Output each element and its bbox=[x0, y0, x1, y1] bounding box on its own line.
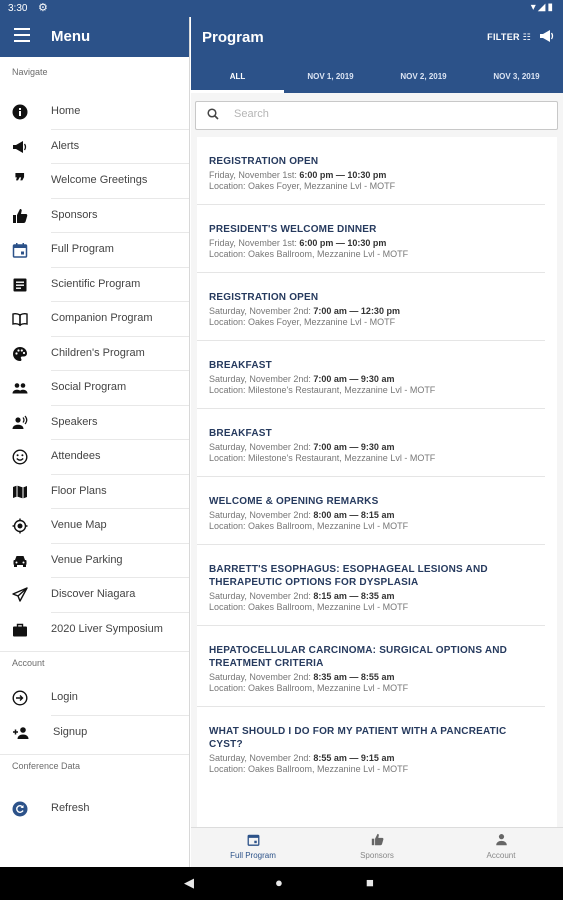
event-time: Friday, November 1st: 6:00 pm — 10:30 pm bbox=[209, 238, 387, 248]
sidebar-item-label: Companion Program bbox=[51, 312, 153, 324]
note-icon bbox=[12, 277, 28, 293]
filter-sliders-icon: ☷ bbox=[522, 32, 531, 42]
event-title: BREAKFAST bbox=[209, 360, 272, 371]
list-item[interactable] bbox=[197, 341, 545, 409]
sidebar bbox=[0, 17, 190, 867]
sidebar-item-label: Speakers bbox=[51, 415, 98, 428]
section-label-conference-data: Conference Data bbox=[0, 754, 189, 776]
sidebar-item-label: Venue Map bbox=[51, 519, 107, 531]
sidebar-item-label: Children's Program bbox=[51, 346, 145, 359]
event-location: Location: Oakes Ballroom, Mezzanine Lvl - MOTF bbox=[209, 602, 409, 612]
sidebar-item-discover-niagara[interactable] bbox=[0, 578, 189, 613]
app-bar bbox=[191, 17, 563, 93]
event-time: Saturday, November 2nd: 7:00 am — 9:30 am bbox=[209, 442, 395, 452]
bottom-nav-label: Full Program bbox=[230, 851, 276, 860]
back-icon[interactable]: ◀ bbox=[184, 875, 194, 890]
list-item[interactable] bbox=[197, 409, 545, 477]
search-icon bbox=[207, 108, 219, 123]
sidebar-item-label: Home bbox=[51, 105, 81, 117]
location-target-icon bbox=[12, 518, 28, 534]
login-icon bbox=[12, 690, 28, 706]
sidebar-item-login[interactable] bbox=[0, 681, 189, 716]
list-item[interactable] bbox=[197, 137, 545, 205]
sidebar-item-companion-program[interactable] bbox=[0, 302, 189, 337]
tab-nov-3[interactable]: NOV 3, 2019 bbox=[493, 72, 540, 81]
sidebar-item-speakers[interactable] bbox=[0, 406, 189, 441]
event-location: Location: Oakes Foyer, Mezzanine Lvl - MOTF bbox=[209, 181, 396, 191]
people-icon bbox=[12, 380, 28, 396]
sidebar-item-label: Sponsors bbox=[51, 208, 98, 221]
sidebar-item-label: Social Program bbox=[51, 381, 127, 393]
sidebar-item-sponsors[interactable] bbox=[0, 199, 189, 234]
section-label-account: Account bbox=[0, 651, 189, 673]
megaphone-icon bbox=[12, 139, 28, 155]
bottom-nav-full-program[interactable] bbox=[191, 828, 315, 867]
home-circle-icon[interactable]: ● bbox=[275, 875, 283, 890]
event-title: WHAT SHOULD I DO FOR MY PATIENT WITH A PANCREATIC CYST? bbox=[209, 726, 507, 750]
map-icon bbox=[12, 484, 28, 500]
sidebar-item-liver-symposium[interactable] bbox=[0, 613, 189, 648]
car-icon bbox=[12, 553, 28, 569]
event-location: Location: Oakes Ballroom, Mezzanine Lvl - MOTF bbox=[209, 521, 409, 531]
sidebar-item-venue-parking[interactable] bbox=[0, 544, 189, 579]
list-item[interactable] bbox=[197, 626, 545, 707]
event-time: Saturday, November 2nd: 8:15 am — 8:35 am bbox=[209, 591, 395, 601]
event-location: Location: Oakes Ballroom, Mezzanine Lvl - MOTF bbox=[209, 683, 409, 693]
calendar-icon bbox=[191, 833, 315, 849]
sidebar-item-label: Venue Parking bbox=[51, 553, 123, 566]
recents-square-icon[interactable]: ■ bbox=[366, 875, 374, 890]
sidebar-item-full-program[interactable] bbox=[0, 233, 189, 268]
event-location: Location: Oakes Ballroom, Mezzanine Lvl - MOTF bbox=[209, 764, 409, 774]
sidebar-item-social-program[interactable] bbox=[0, 371, 189, 406]
status-time: 3:30 bbox=[8, 3, 28, 14]
search-bar bbox=[195, 101, 558, 130]
page-title: Program bbox=[202, 29, 264, 46]
event-time: Saturday, November 2nd: 7:00 am — 9:30 am bbox=[209, 374, 395, 384]
add-person-icon bbox=[12, 725, 28, 741]
list-item[interactable] bbox=[197, 707, 545, 787]
sidebar-item-label: Alerts bbox=[51, 139, 80, 152]
info-icon bbox=[12, 104, 28, 120]
event-title: BARRETT'S ESOPHAGUS: ESOPHAGEAL LESIONS AND THERAPEUTIC OPTIONS FOR DYSPLASIA bbox=[209, 564, 488, 588]
event-title: BREAKFAST bbox=[209, 428, 272, 439]
sidebar-item-label: Full Program bbox=[51, 243, 114, 255]
sidebar-item-label: Signup bbox=[53, 725, 88, 738]
date-tabs bbox=[191, 69, 563, 93]
sidebar-item-attendees[interactable] bbox=[0, 440, 189, 475]
palette-icon bbox=[12, 346, 28, 362]
tab-nov-2[interactable]: NOV 2, 2019 bbox=[400, 72, 447, 81]
sidebar-item-welcome-greetings[interactable] bbox=[0, 164, 189, 199]
quote-icon: ❞ bbox=[14, 169, 26, 193]
refresh-icon bbox=[12, 801, 28, 817]
sidebar-item-label: Discover Niagara bbox=[51, 588, 136, 600]
event-time: Saturday, November 2nd: 7:00 am — 12:30 pm bbox=[209, 306, 400, 316]
event-location: Location: Oakes Ballroom, Mezzanine Lvl - MOTF bbox=[209, 249, 409, 259]
bottom-nav-label: Sponsors bbox=[360, 851, 394, 860]
event-title: REGISTRATION OPEN bbox=[209, 292, 319, 303]
megaphone-icon[interactable] bbox=[539, 28, 555, 47]
event-title: PRESIDENT'S WELCOME DINNER bbox=[209, 224, 377, 235]
filter-button[interactable]: FILTER ☷ bbox=[487, 32, 531, 42]
sidebar-item-floor-plans[interactable] bbox=[0, 475, 189, 510]
sidebar-item-home[interactable] bbox=[0, 95, 189, 130]
gear-icon: ⚙ bbox=[38, 2, 48, 14]
list-item[interactable] bbox=[197, 205, 545, 273]
list-item[interactable] bbox=[197, 273, 545, 341]
bottom-nav-label: Account bbox=[486, 851, 516, 860]
sidebar-item-scientific-program[interactable] bbox=[0, 268, 189, 303]
system-navigation-bar bbox=[0, 867, 563, 900]
sidebar-title: Menu bbox=[51, 28, 91, 45]
calendar-icon bbox=[12, 242, 28, 258]
sidebar-item-signup[interactable] bbox=[0, 716, 189, 751]
sidebar-item-label: Floor Plans bbox=[51, 484, 107, 497]
event-time: Saturday, November 2nd: 8:00 am — 8:15 am bbox=[209, 510, 395, 520]
thumbs-up-icon bbox=[315, 833, 439, 849]
search-input[interactable] bbox=[234, 108, 534, 120]
event-time: Saturday, November 2nd: 8:55 am — 9:15 am bbox=[209, 753, 395, 763]
sidebar-item-venue-map[interactable] bbox=[0, 509, 189, 544]
bottom-navigation bbox=[191, 827, 563, 867]
send-icon bbox=[12, 587, 28, 603]
sidebar-header bbox=[0, 17, 189, 57]
sidebar-item-label: Attendees bbox=[51, 450, 101, 462]
main-content bbox=[191, 17, 563, 867]
section-label-navigate: Navigate bbox=[12, 67, 48, 77]
person-icon bbox=[439, 833, 563, 849]
thumbs-up-icon bbox=[12, 208, 28, 224]
briefcase-icon bbox=[12, 622, 28, 638]
bottom-nav-sponsors[interactable] bbox=[315, 828, 439, 867]
sidebar-item-childrens-program[interactable] bbox=[0, 337, 189, 372]
list-item[interactable] bbox=[197, 477, 545, 545]
sidebar-item-label: Refresh bbox=[51, 802, 90, 814]
event-title: REGISTRATION OPEN bbox=[209, 156, 319, 167]
event-location: Location: Milestone's Restaurant, Mezzanine Lvl - MOTF bbox=[209, 385, 436, 395]
status-icons: ▾◢▮ bbox=[530, 2, 555, 13]
bottom-nav-account[interactable] bbox=[439, 828, 563, 867]
tab-all[interactable]: ALL bbox=[191, 69, 284, 93]
event-location: Location: Milestone's Restaurant, Mezzanine Lvl - MOTF bbox=[209, 453, 436, 463]
list-item[interactable] bbox=[197, 545, 545, 626]
book-icon bbox=[12, 311, 28, 327]
status-bar bbox=[0, 0, 563, 17]
speaker-people-icon bbox=[12, 415, 28, 431]
event-location: Location: Oakes Foyer, Mezzanine Lvl - MOTF bbox=[209, 317, 396, 327]
sidebar-item-label: Login bbox=[51, 691, 78, 703]
event-title: WELCOME & OPENING REMARKS bbox=[209, 496, 379, 507]
event-list[interactable] bbox=[197, 137, 557, 827]
sidebar-item-label: Scientific Program bbox=[51, 277, 141, 290]
event-title: HEPATOCELLULAR CARCINOMA: SURGICAL OPTIONS AND TREATMENT CRITERIA bbox=[209, 645, 508, 669]
sidebar-item-refresh[interactable] bbox=[0, 792, 189, 827]
event-time: Friday, November 1st: 6:00 pm — 10:30 pm bbox=[209, 170, 387, 180]
sidebar-item-label: Welcome Greetings bbox=[51, 174, 148, 186]
smiley-icon bbox=[12, 449, 28, 465]
event-time: Saturday, November 2nd: 8:35 am — 8:55 am bbox=[209, 672, 395, 682]
tab-nov-1[interactable]: NOV 1, 2019 bbox=[307, 72, 354, 81]
sidebar-item-label: 2020 Liver Symposium bbox=[51, 622, 163, 635]
hamburger-menu-icon[interactable] bbox=[14, 28, 30, 42]
sidebar-item-alerts[interactable] bbox=[0, 130, 189, 165]
